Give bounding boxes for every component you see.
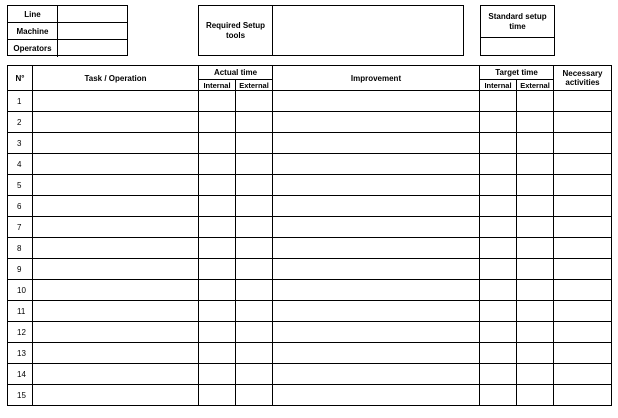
target-external-cell[interactable] [517, 91, 554, 112]
actual-internal-cell[interactable] [199, 259, 236, 280]
improvement-cell[interactable] [273, 196, 480, 217]
target-external-cell[interactable] [517, 343, 554, 364]
operators-label: Operators [8, 40, 58, 57]
actual-external-cell[interactable] [236, 322, 273, 343]
actual-internal-cell[interactable] [199, 364, 236, 385]
task-cell[interactable] [33, 217, 199, 238]
actual-internal-cell[interactable] [199, 196, 236, 217]
line-field[interactable] [58, 6, 127, 22]
actual-external-cell[interactable] [236, 301, 273, 322]
target-external-cell[interactable] [517, 301, 554, 322]
target-internal-cell[interactable] [480, 154, 517, 175]
target-external-cell[interactable] [517, 133, 554, 154]
machine-field[interactable] [58, 23, 127, 39]
table-row [8, 196, 612, 217]
improvement-cell[interactable] [273, 91, 480, 112]
activities-cell[interactable] [554, 175, 612, 196]
target-internal-cell[interactable] [480, 91, 517, 112]
target-internal-cell[interactable] [480, 175, 517, 196]
actual-internal-cell[interactable] [199, 385, 236, 406]
target-external-cell[interactable] [517, 364, 554, 385]
task-cell[interactable] [33, 91, 199, 112]
activities-cell[interactable] [554, 280, 612, 301]
actual-internal-cell[interactable] [199, 133, 236, 154]
target-external-cell[interactable] [517, 280, 554, 301]
standard-time-label: Standard setup time [481, 6, 554, 38]
col-actual-time-header: Actual time [199, 66, 273, 80]
table-row [8, 322, 612, 343]
improvement-cell[interactable] [273, 217, 480, 238]
setup-tools-field[interactable] [273, 6, 463, 55]
target-internal-cell[interactable] [480, 301, 517, 322]
col-improvement-header: Improvement [273, 66, 480, 91]
actual-internal-cell[interactable] [199, 343, 236, 364]
improvement-cell[interactable] [273, 301, 480, 322]
header-info-box [7, 5, 128, 56]
setup-operations-table [7, 65, 612, 406]
line-row [8, 6, 127, 23]
table-row [8, 154, 612, 175]
row-number: 1 [8, 91, 33, 112]
improvement-cell[interactable] [273, 385, 480, 406]
target-internal-cell[interactable] [480, 238, 517, 259]
actual-external-cell[interactable] [236, 343, 273, 364]
target-external-cell[interactable] [517, 196, 554, 217]
actual-external-cell[interactable] [236, 280, 273, 301]
target-internal-cell[interactable] [480, 364, 517, 385]
actual-internal-cell[interactable] [199, 112, 236, 133]
row-number: 11 [8, 301, 33, 322]
table-row [8, 217, 612, 238]
task-cell[interactable] [33, 280, 199, 301]
task-cell[interactable] [33, 343, 199, 364]
col-target-time-header: Target time [480, 66, 554, 80]
target-internal-cell[interactable] [480, 196, 517, 217]
table-row [8, 259, 612, 280]
actual-internal-cell[interactable] [199, 154, 236, 175]
activities-cell[interactable] [554, 196, 612, 217]
col-task-header: Task / Operation [33, 66, 199, 91]
activities-cell[interactable] [554, 133, 612, 154]
line-label: Line [8, 6, 58, 22]
target-external-cell[interactable] [517, 238, 554, 259]
table-row [8, 364, 612, 385]
activities-cell[interactable] [554, 112, 612, 133]
actual-external-cell[interactable] [236, 217, 273, 238]
improvement-cell[interactable] [273, 154, 480, 175]
row-number: 12 [8, 322, 33, 343]
setup-tools-box [198, 5, 464, 56]
actual-internal-cell[interactable] [199, 175, 236, 196]
setup-tools-label: Required Setup tools [199, 6, 273, 55]
table-row [8, 112, 612, 133]
col-target-external-header: External [517, 80, 554, 91]
table-row [8, 175, 612, 196]
activities-cell[interactable] [554, 343, 612, 364]
actual-internal-cell[interactable] [199, 322, 236, 343]
improvement-cell[interactable] [273, 133, 480, 154]
actual-external-cell[interactable] [236, 238, 273, 259]
actual-external-cell[interactable] [236, 91, 273, 112]
table-body [8, 91, 612, 406]
task-cell[interactable] [33, 322, 199, 343]
improvement-cell[interactable] [273, 175, 480, 196]
actual-internal-cell[interactable] [199, 238, 236, 259]
col-actual-external-header: External [236, 80, 273, 91]
row-number: 15 [8, 385, 33, 406]
target-internal-cell[interactable] [480, 217, 517, 238]
task-cell[interactable] [33, 133, 199, 154]
activities-cell[interactable] [554, 322, 612, 343]
actual-external-cell[interactable] [236, 196, 273, 217]
table-row [8, 238, 612, 259]
col-actual-internal-header: Internal [199, 80, 236, 91]
task-cell[interactable] [33, 112, 199, 133]
task-cell[interactable] [33, 259, 199, 280]
target-internal-cell[interactable] [480, 259, 517, 280]
actual-external-cell[interactable] [236, 133, 273, 154]
target-internal-cell[interactable] [480, 343, 517, 364]
row-number: 7 [8, 217, 33, 238]
target-internal-cell[interactable] [480, 322, 517, 343]
actual-internal-cell[interactable] [199, 301, 236, 322]
improvement-cell[interactable] [273, 322, 480, 343]
target-external-cell[interactable] [517, 217, 554, 238]
table-row [8, 301, 612, 322]
table-row [8, 385, 612, 406]
col-activities-header: Necessary activities [554, 66, 612, 91]
activities-cell[interactable] [554, 385, 612, 406]
row-number: 10 [8, 280, 33, 301]
target-external-cell[interactable] [517, 175, 554, 196]
task-cell[interactable] [33, 175, 199, 196]
task-cell[interactable] [33, 154, 199, 175]
row-number: 2 [8, 112, 33, 133]
activities-cell[interactable] [554, 301, 612, 322]
improvement-cell[interactable] [273, 259, 480, 280]
activities-cell[interactable] [554, 154, 612, 175]
improvement-cell[interactable] [273, 112, 480, 133]
row-number: 9 [8, 259, 33, 280]
task-cell[interactable] [33, 385, 199, 406]
row-number: 14 [8, 364, 33, 385]
target-internal-cell[interactable] [480, 280, 517, 301]
target-external-cell[interactable] [517, 154, 554, 175]
row-number: 3 [8, 133, 33, 154]
improvement-cell[interactable] [273, 364, 480, 385]
actual-external-cell[interactable] [236, 154, 273, 175]
target-internal-cell[interactable] [480, 385, 517, 406]
machine-row [8, 23, 127, 40]
row-number: 6 [8, 196, 33, 217]
task-cell[interactable] [33, 238, 199, 259]
target-external-cell[interactable] [517, 259, 554, 280]
activities-cell[interactable] [554, 238, 612, 259]
target-external-cell[interactable] [517, 112, 554, 133]
target-internal-cell[interactable] [480, 112, 517, 133]
row-number: 4 [8, 154, 33, 175]
table-row [8, 343, 612, 364]
improvement-cell[interactable] [273, 280, 480, 301]
task-cell[interactable] [33, 301, 199, 322]
actual-external-cell[interactable] [236, 112, 273, 133]
activities-cell[interactable] [554, 364, 612, 385]
standard-time-field[interactable] [481, 38, 554, 55]
table-row [8, 133, 612, 154]
activities-cell[interactable] [554, 259, 612, 280]
improvement-cell[interactable] [273, 238, 480, 259]
target-internal-cell[interactable] [480, 133, 517, 154]
row-number: 8 [8, 238, 33, 259]
actual-external-cell[interactable] [236, 175, 273, 196]
table-row [8, 91, 612, 112]
row-number: 5 [8, 175, 33, 196]
task-cell[interactable] [33, 364, 199, 385]
activities-cell[interactable] [554, 217, 612, 238]
task-cell[interactable] [33, 196, 199, 217]
table-row [8, 280, 612, 301]
row-number: 13 [8, 343, 33, 364]
col-target-internal-header: Internal [480, 80, 517, 91]
activities-cell[interactable] [554, 91, 612, 112]
operators-row [8, 40, 127, 57]
actual-external-cell[interactable] [236, 385, 273, 406]
standard-time-box [480, 5, 555, 56]
machine-label: Machine [8, 23, 58, 39]
actual-internal-cell[interactable] [199, 217, 236, 238]
actual-external-cell[interactable] [236, 259, 273, 280]
actual-internal-cell[interactable] [199, 280, 236, 301]
actual-external-cell[interactable] [236, 364, 273, 385]
target-external-cell[interactable] [517, 385, 554, 406]
operators-field[interactable] [58, 40, 127, 57]
col-number-header: N° [8, 66, 33, 91]
target-external-cell[interactable] [517, 322, 554, 343]
actual-internal-cell[interactable] [199, 91, 236, 112]
improvement-cell[interactable] [273, 343, 480, 364]
